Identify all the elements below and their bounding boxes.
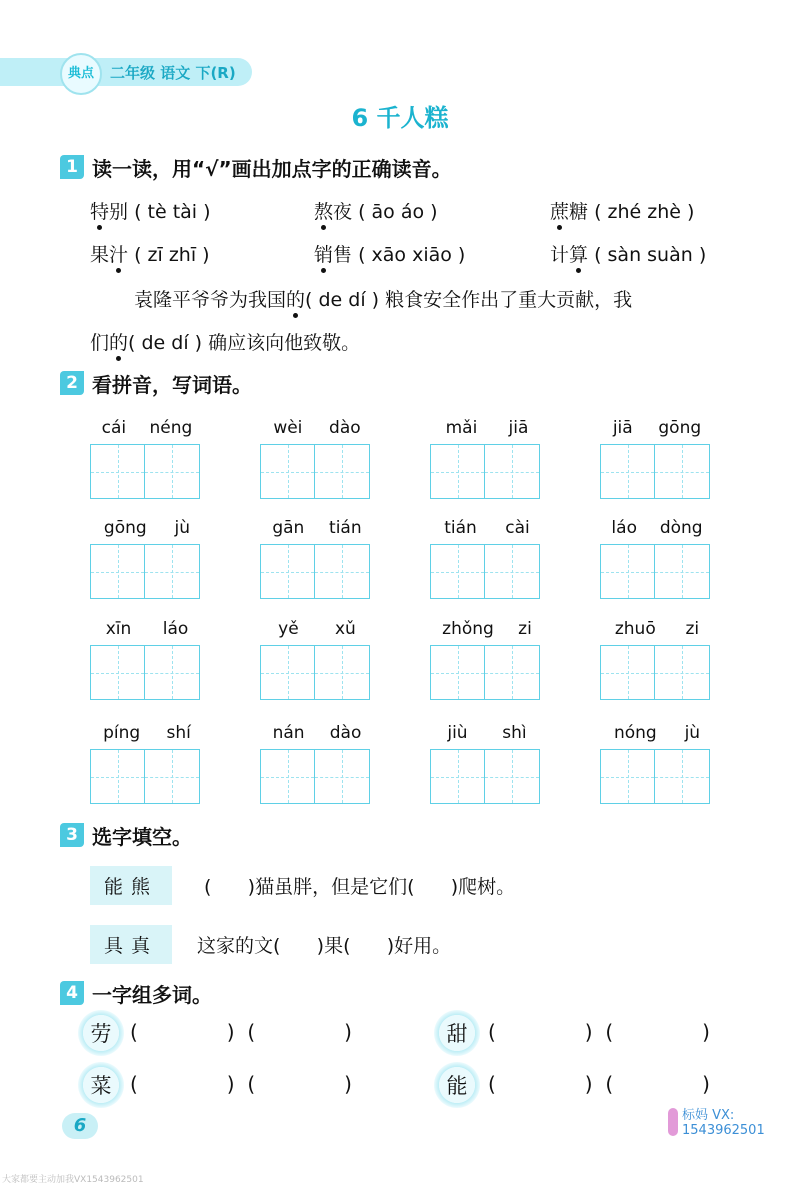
tianzige-box[interactable] (600, 645, 655, 700)
text: ( de dí ) 确应该向他致敬。 (128, 332, 361, 354)
section-number: 2 (60, 371, 84, 395)
writing-boxes (600, 444, 714, 499)
char-badge: 劳 (78, 1010, 124, 1056)
tianzige-box[interactable] (260, 444, 315, 499)
pinyin (600, 619, 714, 645)
dotted-char: 的 (109, 328, 128, 355)
dotted-char: 特 (90, 197, 109, 224)
pinyin-syllable: láo (611, 518, 637, 538)
reading-item (550, 197, 694, 224)
char: 糖 (569, 201, 589, 223)
section-2-heading (60, 368, 252, 398)
dotted-char: 的 (286, 285, 305, 312)
tianzige-box[interactable] (145, 544, 200, 599)
pinyin-options: ( xāo xiāo ) (358, 244, 466, 266)
writing-boxes (430, 645, 544, 700)
pinyin-syllable: jù (684, 723, 701, 743)
writing-boxes (260, 645, 374, 700)
dotted-char: 销 (314, 240, 333, 267)
pinyin-options: ( zī zhī ) (134, 244, 210, 266)
writing-boxes (260, 544, 374, 599)
brand-logo: 典点 (60, 53, 102, 95)
pinyin (430, 518, 544, 544)
tianzige-box[interactable] (655, 444, 710, 499)
section-title: 看拼音，写词语。 (92, 372, 252, 397)
pinyin (600, 418, 714, 444)
pinyin-syllable: jiā (612, 418, 633, 438)
tianzige-box[interactable] (430, 645, 485, 700)
tianzige-box[interactable] (600, 444, 655, 499)
pinyin (90, 619, 204, 645)
pinyin-syllable: néng (149, 418, 193, 438)
pinyin-syllable: xǔ (335, 619, 356, 639)
section-4-heading (60, 978, 212, 1008)
dotted-char: 汁 (109, 240, 128, 267)
word-cell (430, 723, 544, 804)
page-number: 6 (62, 1113, 98, 1139)
pinyin-syllable: zhuō (614, 619, 656, 639)
section-title: 一字组多词。 (92, 982, 212, 1007)
text: ( de dí ) 粮食安全作出了重大贡献，我 (305, 289, 633, 311)
answer-parens: ( ) ( ) (130, 1072, 352, 1096)
pinyin-syllable: wèi (273, 418, 303, 438)
pinyin-syllable: nán (272, 723, 305, 743)
writing-boxes (260, 749, 374, 804)
writing-boxes (90, 544, 204, 599)
pinyin-syllable: cái (101, 418, 127, 438)
tianzige-box[interactable] (260, 544, 315, 599)
section-title: 选字填空。 (92, 824, 192, 849)
paragraph-line-1 (134, 285, 632, 312)
word-cell (430, 619, 544, 700)
writing-boxes (600, 645, 714, 700)
section-number: 1 (60, 155, 84, 179)
writing-boxes (90, 749, 204, 804)
writing-boxes (430, 444, 544, 499)
word-cell (600, 619, 714, 700)
word-cell (600, 418, 714, 499)
pinyin (430, 619, 544, 645)
tianzige-box[interactable] (655, 645, 710, 700)
char-badge: 能 (434, 1062, 480, 1108)
pinyin-syllable: píng (103, 723, 141, 743)
word-cell (260, 418, 374, 499)
tianzige-box[interactable] (260, 645, 315, 700)
tianzige-box[interactable] (485, 544, 540, 599)
char: 售 (333, 244, 353, 266)
choice-chars: 能熊 (90, 866, 172, 905)
pinyin-syllable: gān (272, 518, 305, 538)
pinyin-syllable: shí (166, 723, 191, 743)
tianzige-box[interactable] (485, 749, 540, 804)
writing-boxes (260, 444, 374, 499)
bottom-note: 大家都要主动加我VX1543962501 (2, 1175, 144, 1185)
pinyin-syllable: dào (329, 418, 361, 438)
pinyin-syllable: tián (444, 518, 477, 538)
tianzige-box[interactable] (315, 544, 370, 599)
pinyin-syllable: jiā (508, 418, 529, 438)
word-cell (430, 418, 544, 499)
pinyin-options: ( āo áo ) (358, 201, 438, 223)
pinyin-options: ( zhé zhè ) (594, 201, 695, 223)
dotted-char: 蔗 (550, 197, 569, 224)
answer-parens: ( ) ( ) (488, 1072, 710, 1096)
watermark (682, 1108, 765, 1138)
tianzige-box[interactable] (430, 544, 485, 599)
tianzige-box[interactable] (315, 645, 370, 700)
char: 夜 (333, 201, 353, 223)
lesson-title: 6 千人糕 (351, 104, 449, 132)
text: 们 (90, 332, 110, 354)
tianzige-box[interactable] (485, 444, 540, 499)
pinyin-syllable: shì (502, 723, 527, 743)
pinyin-syllable: láo (162, 619, 189, 639)
word-cell (90, 418, 204, 499)
tianzige-box[interactable] (90, 544, 145, 599)
pinyin (90, 518, 204, 544)
pinyin (260, 619, 374, 645)
section-number: 3 (60, 823, 84, 847)
pinyin-options: ( tè tài ) (134, 201, 211, 223)
dotted-char: 算 (569, 240, 588, 267)
tianzige-box[interactable] (600, 749, 655, 804)
subject-label: 二年级 语文 下(R) (110, 64, 236, 82)
word-cell (90, 518, 204, 599)
dotted-char: 熬 (314, 197, 333, 224)
tianzige-box[interactable] (600, 544, 655, 599)
pinyin-syllable: zi (685, 619, 700, 639)
figure-icon (668, 1108, 678, 1136)
choice-chars: 具真 (90, 925, 172, 964)
tianzige-box[interactable] (315, 444, 370, 499)
char: 别 (109, 201, 129, 223)
tianzige-box[interactable] (145, 645, 200, 700)
fill-sentence: 这家的文( )果( )好用。 (197, 935, 452, 957)
writing-boxes (430, 749, 544, 804)
pinyin (600, 723, 714, 749)
pinyin-syllable: gōng (103, 518, 147, 538)
word-cell (600, 723, 714, 804)
char-badge: 甜 (434, 1010, 480, 1056)
word-cell (430, 518, 544, 599)
section-number: 4 (60, 981, 84, 1005)
text: 袁隆平爷爷为我国 (134, 289, 287, 311)
fill-sentence: ( )猫虽胖，但是它们( )爬树。 (204, 876, 516, 898)
paragraph-line-2 (90, 328, 360, 355)
tianzige-box[interactable] (145, 749, 200, 804)
word-cell (90, 619, 204, 700)
writing-boxes (600, 544, 714, 599)
writing-boxes (430, 544, 544, 599)
pinyin (90, 418, 204, 444)
pinyin-options: ( sàn suàn ) (594, 244, 707, 266)
word-cell (600, 518, 714, 599)
reading-item (90, 197, 211, 224)
pinyin (260, 518, 374, 544)
pinyin-syllable: xīn (105, 619, 132, 639)
reading-item (550, 240, 706, 267)
pinyin-syllable: zi (518, 619, 532, 639)
reading-item (314, 240, 465, 267)
reading-item (314, 197, 438, 224)
char: 计 (550, 244, 570, 266)
pinyin-syllable: tián (329, 518, 362, 538)
tianzige-box[interactable] (430, 444, 485, 499)
tianzige-box[interactable] (655, 749, 710, 804)
pinyin (430, 418, 544, 444)
tianzige-box[interactable] (485, 645, 540, 700)
tianzige-box[interactable] (90, 444, 145, 499)
section-title: 读一读，用“√”画出加点字的正确读音。 (92, 156, 452, 181)
pinyin-syllable: gōng (658, 418, 702, 438)
tianzige-box[interactable] (90, 645, 145, 700)
pinyin (260, 418, 374, 444)
pinyin-syllable: nóng (613, 723, 657, 743)
answer-parens: ( ) ( ) (488, 1020, 710, 1044)
pinyin-syllable: jiù (447, 723, 468, 743)
tianzige-box[interactable] (145, 444, 200, 499)
pinyin-syllable: yě (278, 619, 299, 639)
writing-boxes (600, 749, 714, 804)
pinyin (260, 723, 374, 749)
pinyin (600, 518, 714, 544)
tianzige-box[interactable] (90, 749, 145, 804)
pinyin-syllable: jù (174, 518, 191, 538)
pinyin (90, 723, 204, 749)
section-3-heading (60, 820, 192, 850)
char-badge: 菜 (78, 1062, 124, 1108)
word-cell (260, 723, 374, 804)
section-1-heading (60, 152, 452, 182)
tianzige-box[interactable] (655, 544, 710, 599)
pinyin-syllable: zhǒng (442, 619, 494, 639)
pinyin (430, 723, 544, 749)
word-cell (90, 723, 204, 804)
tianzige-box[interactable] (260, 749, 315, 804)
reading-item (90, 240, 210, 267)
word-cell (260, 518, 374, 599)
char: 果 (90, 244, 110, 266)
watermark-line: 标妈 VX: (682, 1108, 735, 1123)
answer-parens: ( ) ( ) (130, 1020, 352, 1044)
writing-boxes (90, 645, 204, 700)
writing-boxes (90, 444, 204, 499)
watermark-line: 1543962501 (682, 1123, 765, 1138)
pinyin-syllable: cài (505, 518, 530, 538)
word-cell (260, 619, 374, 700)
pinyin-syllable: mǎi (445, 418, 478, 438)
tianzige-box[interactable] (315, 749, 370, 804)
tianzige-box[interactable] (430, 749, 485, 804)
pinyin-syllable: dòng (659, 518, 703, 538)
pinyin-syllable: dào (329, 723, 362, 743)
